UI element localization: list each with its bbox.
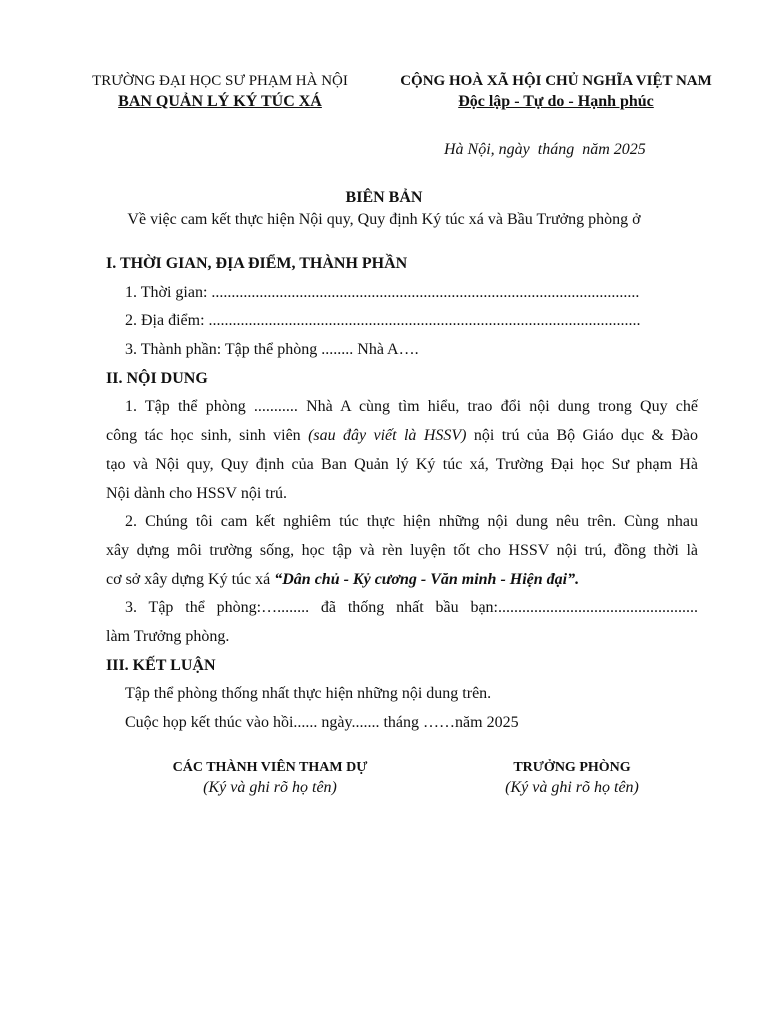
signature-members-note: (Ký và ghi rõ họ tên) xyxy=(203,779,337,796)
date-place: Hà Nội, ngày xyxy=(444,141,530,158)
document-body xyxy=(106,250,698,738)
signature-room-leader-note: (Ký và ghi rõ họ tên) xyxy=(505,779,639,796)
signature-members-role: CÁC THÀNH VIÊN THAM DỰ xyxy=(172,760,368,775)
section-2-p1-line4: Nội dành cho HSSV nội trú. xyxy=(106,484,288,502)
section-2-p3-line1: 3. Tập thể phòng:…........ đã thống nhất bầu bạn:.................................................. xyxy=(125,599,698,617)
section-1-place: 2. Địa điểm: ............................................................................................................ xyxy=(125,312,641,330)
section-2-p2-line2: xây dựng môi trường sống, học tập và rèn luyện tốt cho HSSV nội trú, đồng thời là xyxy=(106,541,698,559)
dormitory-board-name: BAN QUẢN LÝ KÝ TÚC XÁ xyxy=(118,93,322,110)
section-2-heading: II. NỘI DUNG xyxy=(106,369,208,387)
hssv-abbreviation-note: (sau đây viết là HSSV) xyxy=(308,427,467,445)
section-3-heading: III. KẾT LUẬN xyxy=(106,656,216,674)
section-2-p1-line1: 1. Tập thể phòng ........... Nhà A cùng tìm hiểu, trao đổi nội dung trong Quy chế xyxy=(125,398,698,416)
section-3-line2: Cuộc họp kết thúc vào hồi...... ngày....... tháng ……năm 2025 xyxy=(125,714,519,731)
section-2-p1-line2 xyxy=(106,422,698,451)
date-year: năm 2025 xyxy=(582,141,646,158)
section-1-time: 1. Thời gian: ........................................................................................................... xyxy=(125,283,640,301)
section-2-p2-line3 xyxy=(106,566,698,595)
section-2-p2-line1: 2. Chúng tôi cam kết nghiêm túc thực hiện những nội dung nêu trên. Cùng nhau xyxy=(125,513,698,531)
header-left xyxy=(70,72,370,112)
signature-room-leader xyxy=(472,758,672,798)
document-title: BIÊN BẢN xyxy=(345,189,423,206)
date-month: tháng xyxy=(537,141,575,158)
document-date xyxy=(444,141,646,159)
text-span: công tác học sinh, sinh viên xyxy=(106,427,309,445)
text-span: nội trú của Bộ Giáo dục & Đào xyxy=(466,427,698,445)
section-1-heading: I. THỜI GIAN, ĐỊA ĐIỂM, THÀNH PHẦN xyxy=(106,255,408,272)
header-right xyxy=(386,72,726,112)
national-title: CỘNG HOÀ XÃ HỘI CHỦ NGHĨA VIỆT NAM xyxy=(400,73,712,89)
text-span: cơ sở xây dựng Ký túc xá xyxy=(106,570,275,588)
dormitory-motto: “Dân chủ - Kỷ cương - Văn minh - Hiện đại”. xyxy=(274,570,580,588)
university-name: TRƯỜNG ĐẠI HỌC SƯ PHẠM HÀ NỘI xyxy=(92,73,348,89)
section-1-members: 3. Thành phần: Tập thể phòng ........ Nhà A…. xyxy=(125,341,419,359)
document-subtitle: Về việc cam kết thực hiện Nội quy, Quy định Ký túc xá và Bầu Trưởng phòng ở xyxy=(127,211,641,228)
section-2-p1-line3: tạo và Nội quy, Quy định của Ban Quản lý Ký túc xá, Trường Đại học Sư phạm Hà xyxy=(106,455,698,473)
signature-members xyxy=(130,758,410,798)
signature-room-leader-role: TRƯỞNG PHÒNG xyxy=(513,760,631,775)
section-3-line1: Tập thể phòng thống nhất thực hiện những nội dung trên. xyxy=(125,685,492,703)
section-2-p3-line2: làm Trưởng phòng. xyxy=(106,627,230,645)
national-motto: Độc lập - Tự do - Hạnh phúc xyxy=(458,93,654,110)
